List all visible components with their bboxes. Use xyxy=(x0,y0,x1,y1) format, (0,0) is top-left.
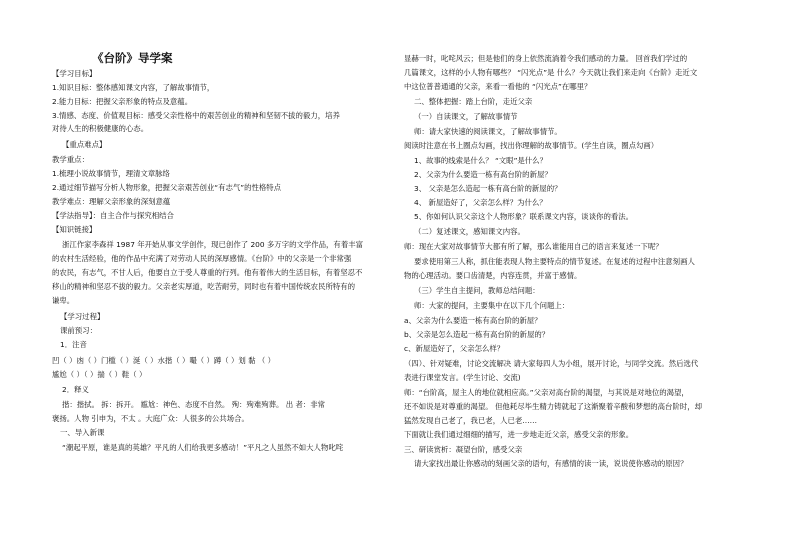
definition-row-1: 揩：揩拭。 拆：拆开。 尴尬：神色、态度不自然。 殉：殉难殉葬。 出 者：非常 xyxy=(62,400,326,409)
goal-knowledge: 1.知识目标：整体感知课文内容，了解故事情节， xyxy=(52,83,215,92)
teacher-summary: 师：大家的提问，主要集中在以下几个问题上： xyxy=(414,301,570,310)
intro-quote-cont: 显赫一时，叱咤风云；但是他们的身上依然流淌着令我们感动的力量。 回首我们学过的 xyxy=(404,54,688,63)
retell-requirement-cont: 物的心理活动。要口齿清楚，内容连贯，并富于感情。 xyxy=(404,271,582,280)
appreciation-task: 请大家找出最让你感动的刻画父亲的语句，有感情的读一读，说说使你感动的原因？ xyxy=(414,459,688,468)
teaching-key-2: 2.通过细节描写分析人物形象，把握父亲艰苦创业“有志气”的性格特点 xyxy=(52,183,282,192)
heading-knowledge-link: 【知识链接】 xyxy=(52,225,97,234)
sub-retell-heading: （二）复述课文，感知课文内容。 xyxy=(414,227,525,236)
sub-read-heading: （一）自读课文，了解故事情节 xyxy=(414,112,518,121)
author-intro-5: 谦卑。 xyxy=(52,296,75,305)
definition-row-2: 褒扬。人物 引申为，不太 。大庭广众：人很多的公共场合。 xyxy=(52,414,249,423)
teacher-retell-prompt: 师：现在大家对故事情节大都有所了解，那么谁能用自己的语言来复述一下呢？ xyxy=(404,242,663,251)
pinyin-row-2: 尴尬（ ）（ ）揣（ ）鞋（ ） xyxy=(52,370,147,379)
retell-requirement: 要求使用第三人称，抓住能表现人物主要特点的情节复述。在复述的过程中注意刻画人 xyxy=(414,257,695,266)
heading-learning-process: 【学习过程】 xyxy=(60,312,105,321)
pinyin-label: 1．注音 xyxy=(60,340,87,349)
author-intro-3: 的农民，有志气，不甘人后，他要自立于受人尊重的行列。他有着伟大的生活目标，有着坚忍不 xyxy=(52,268,363,277)
question-b: b、父亲是怎么造起一栋有高台阶的新屋的？ xyxy=(404,330,550,339)
teacher-commentary-2: 还不如说是对尊重的渴望。 但他耗尽毕生精力铸就起了这渐聚着辛酸和梦想的高台阶时，却 xyxy=(404,402,702,411)
heading-learning-goals: 【学习目标】 xyxy=(52,69,97,78)
question-3: 3、 父亲是怎么造起一栋有高台阶的新屋的？ xyxy=(414,184,562,193)
pinyin-row-1: 凹（ ）凼（ ）门槛（ ）涎（ ）水揩（ ）嘬（ ）蹲（ ）划 黏 （ ） xyxy=(52,356,276,365)
author-intro-4: 移山的精神和坚忍不拔的毅力。父亲老实厚道，吃苦耐劳，同时也有着中国传统农民所特有的 xyxy=(52,282,356,291)
teaching-difficulty: 教学难点：理解父亲形象的深刻意蕴 xyxy=(52,197,171,206)
goal-ability: 2.能力目标：把握父亲形象的特点及意蕴。 xyxy=(52,97,193,106)
intro-question: 几篇课文，这样的小人物有哪些？ “闪光点”是 什么？今天就让我们来走向《台阶》走近文 xyxy=(404,68,698,77)
intro-question-cont: 中这位普普通通的父亲，来看一看他的 “闪光点”在哪里？ xyxy=(404,82,592,91)
reading-instruction: 阅读时注意在书上圈点勾画，找出你理解的故事情节。(学生自读，圈点勾画） xyxy=(404,141,659,150)
teaching-key-1: 1.梳理小说故事情节，理清文章脉络 xyxy=(52,169,170,178)
heading-key-points: 【重点难点】 xyxy=(62,140,107,149)
section-overview-heading: 二、整体把握：踏上台阶，走近父亲 xyxy=(414,97,533,106)
question-2: 2、父亲为什么要造一栋有高台阶的新屋？ xyxy=(414,170,552,179)
teacher-commentary-3: 猛然发现自己老了，我已老，人已老…… xyxy=(404,416,538,425)
method-guidance: 【学法指导】：自主合作与探究相结合 xyxy=(52,211,174,220)
question-1: 1、故事的线索是什么？ “文眼”是什么？ xyxy=(414,156,547,165)
author-intro-1: 浙江作家李森祥 1987 年开始从事文学创作，现已创作了 200 多万字的文学作品，有着丰富 xyxy=(62,240,363,249)
discussion-instruction-cont: 表进行课堂发言。(学生讨论、交流) xyxy=(404,373,521,382)
section-intro-heading: 一、导入新课 xyxy=(60,428,105,437)
transition-line: 下面就让我们通过细细的描写，进一步地走近父亲，感受父亲的形象。 xyxy=(404,430,634,439)
question-a: a、父亲为什么要造一栋有高台阶的新屋？ xyxy=(404,316,542,325)
goal-emotion: 3.情感、态度、价值观目标：感受父亲性格中的艰苦创业的精神和坚韧不拔的毅力，培养 xyxy=(52,111,340,120)
author-intro-2: 的农村生活经验，他的作品中充满了对劳动人民的深厚感情。《台阶》中的父亲是一个非常强 xyxy=(52,254,352,263)
sub-question-heading: （三）学生自主提问，教师总结问题： xyxy=(414,286,540,295)
teacher-commentary: 师：“台阶高，屋主人的地位就相应高。”父亲对高台阶的渴望，与其说是对地位的渴望， xyxy=(404,388,689,397)
intro-quote: “潮起平原，谁是真的英雄？平凡的人们给我更多感动！”平凡之人虽然不如大人物叱咤 xyxy=(62,443,344,452)
teaching-key-label: 教学重点： xyxy=(52,155,89,164)
teacher-read-prompt: 师：请大家快速的阅读课文，了解故事情节。 xyxy=(414,127,562,136)
section-appreciation-heading: 三、研读赏析：凝望台阶，感受父亲 xyxy=(404,445,523,454)
question-c: c、新屋造好了，父亲怎么样？ xyxy=(404,344,505,353)
question-5: 5、你如何认识父亲这个人物形象？联系课文内容，谈谈你的看法。 xyxy=(414,212,634,221)
discussion-instruction: （四）、针对疑难，讨论交流解决 请大家每四人为小组，展开讨论，与同学交流。然后选代 xyxy=(404,359,699,368)
document-title: 《台阶》导学案 xyxy=(92,51,173,65)
definition-label: 2．释义 xyxy=(62,385,89,394)
question-4: 4、 新屋造好了，父亲怎么样？为什么？ xyxy=(414,198,547,207)
goal-emotion-cont: 对待人生的积极健康的心态。 xyxy=(52,124,149,133)
preview-label: 课前预习： xyxy=(60,326,97,335)
